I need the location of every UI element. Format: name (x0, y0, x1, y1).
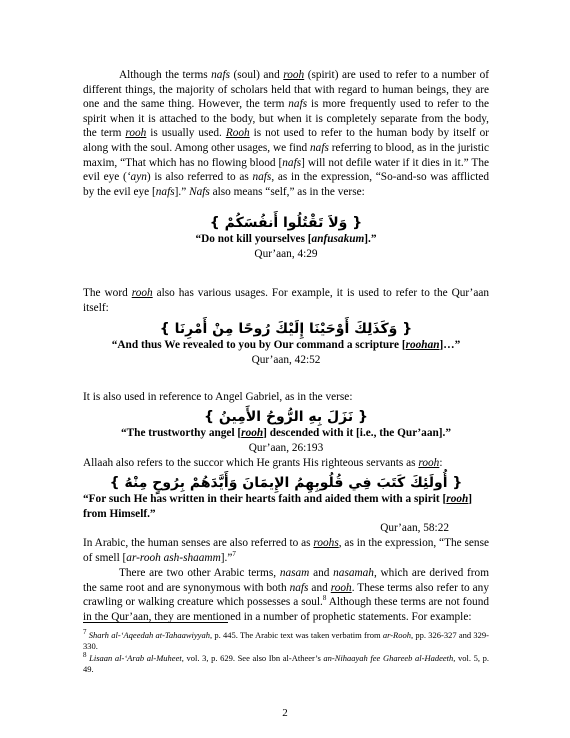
term-nafs: nafs (211, 69, 230, 81)
term-nafs: nafs (155, 185, 175, 198)
text: , as in the expression, “So-and-so was afflicted by the evil eye [ (83, 171, 489, 198)
arabic-verse: { وَلاَ تَقْتُلُوا أَنفُسَكُمْ } (209, 215, 363, 231)
term-rooh: rooh (283, 69, 305, 81)
text: ].” (174, 185, 190, 198)
verse-translation: “And thus We revealed to you by Our command a scripture [roohan]…” (111, 339, 461, 351)
verse-reference: Qur’aan, 26:193 (248, 441, 324, 454)
arabic-verse: { أُولَئِكَ كَتَبَ فِي قُلُوبِهِمُ الإِيمَانَ وَأَيَّدَهُمْ بِرُوحٍ مِنْهُ } (109, 475, 463, 491)
verse-block-2 (83, 320, 489, 367)
term-rooh: Rooh (225, 127, 250, 140)
verse-block-1 (83, 214, 489, 261)
paragraph-succor: Allaah also refers to the succor which He grants His righteous servants as rooh: (83, 457, 443, 469)
text: ) is also referred to as (146, 171, 253, 184)
term-nafs: nafs (288, 98, 308, 111)
paragraph-rooh-usage: The word rooh also has various usages. For example, it is used to refer to the Qur’aan itself: (83, 287, 489, 314)
term-nafs: nafs (252, 171, 272, 184)
paragraph-nafs-rooh (83, 68, 489, 199)
verse-translation: “For such He has written in their hearts faith and aided them with a spirit [rooh] from Himself.” (83, 493, 473, 520)
page-number: 2 (282, 707, 288, 719)
term-nafs: Nafs (189, 185, 210, 198)
paragraph-nasam: There are two other Arabic terms, nasam and nasamah, which are derived from the same root and are synonymous with both nafs and rooh. These terms also refer to any crawling or walking creature which possesses a soul.$^8$ Although these terms are not found in the Qur’aan, they are mentioned in a number of prophetic statements. For example: (83, 567, 489, 623)
text: is not used to refer to the human body by itself or along with the soul. Among other usages, we find (83, 127, 489, 154)
verse-translation: “Do not kill yourselves [anfusakum].” (195, 233, 377, 245)
footnote-ref[interactable]: 7 (232, 549, 236, 558)
paragraph-senses: In Arabic, the human senses are also referred to as roohs, as in the expression, “The sense of smell [ar-rooh ash-shaamm].”$^7$ (83, 537, 489, 564)
term-nafs: nafs (310, 141, 329, 154)
text: Although the terms (119, 69, 212, 81)
verse-reference: Qur’aan, 58:22 (380, 522, 449, 535)
verse-reference: Qur’aan, 4:29 (254, 247, 318, 260)
verse-translation: “The trustworthy angel [rooh] descended with it [i.e., the Qur’aan].” (120, 427, 452, 439)
verse-block-4 (83, 474, 489, 536)
text: is more frequently used to refer to the spirit when it is attached to the body, but when it is completely separate from the body, the term (83, 98, 489, 140)
text: (soul) and (230, 69, 284, 81)
arabic-verse: { وَكَذَلِكَ أَوْحَيْنَا إِلَيْكَ رُوحًا مِنْ أَمْرِنَا } (159, 321, 413, 337)
arabic-verse: { نَزَلَ بِهِ الرُّوحُ الأَمِينُ } (204, 409, 368, 425)
verse-block-3 (83, 408, 489, 455)
verse-reference: Qur’aan, 42:52 (251, 353, 321, 366)
text: also means “self,” as in the verse: (209, 185, 365, 198)
text: (spirit) are used to refer to a number of different things, the majority of scholars held that with regard to human beings, they are one and the same thing. However, the term (83, 69, 489, 111)
text: ] will not defile water if it dies in it.” The evil eye ( (83, 156, 489, 184)
text: referring to blood, as in the juristic maxim, “That which has no flowing blood [ (83, 141, 489, 169)
footnote-8: $^8$ Lisaan al-‘Arab al-Muheet, vol. 3, p. 629. See also Ibn al-Atheer’s an-Nihaayah fee Ghareeb al-Hadeeth, vol. 5, p. 49. (83, 651, 489, 674)
term-rooh: rooh (125, 127, 147, 140)
paragraph-gabriel: It is also used in reference to Angel Gabriel, as in the verse: (83, 391, 353, 403)
footnote-7: $^7$ Sharh al-‘Aqeedah at-Tahaawiyyah, p. 445. The Arabic text was taken verbatim from ar-Rooh, pp. 326-327 and 329-330. (83, 628, 490, 651)
footnote-divider (83, 622, 228, 623)
footnote-ref[interactable]: 8 (322, 594, 327, 603)
term-ayn: ‘ayn (126, 171, 147, 184)
text: is usually used. (146, 127, 226, 140)
term-nafs: nafs (282, 156, 302, 169)
